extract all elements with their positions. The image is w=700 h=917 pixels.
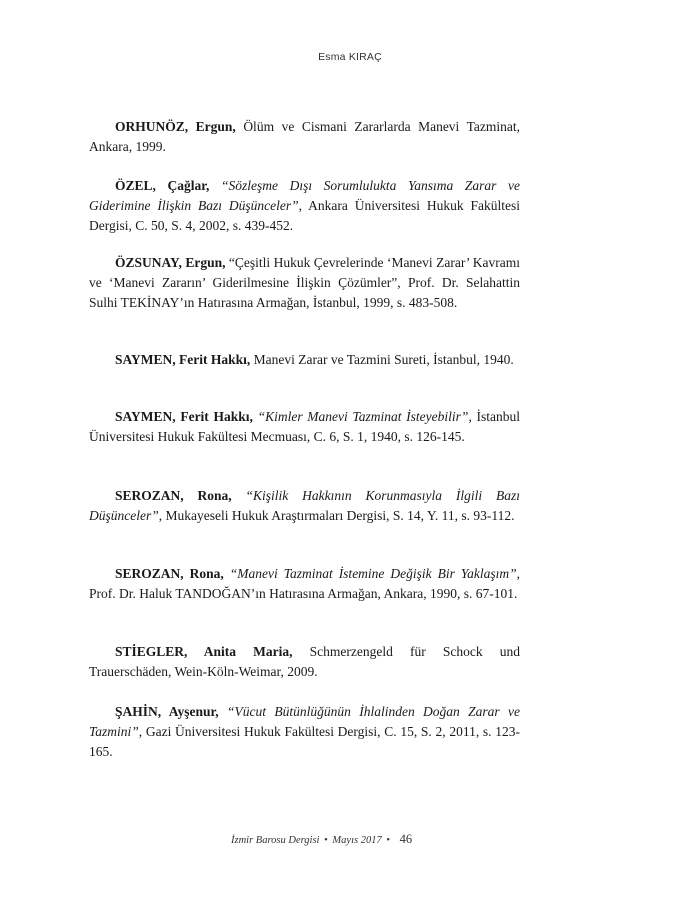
reference-entry — [89, 176, 520, 236]
footer-journal-name: İzmir Barosu Dergisi — [231, 835, 320, 846]
reference-details: Manevi Zarar ve Tazmini Sureti, İstanbul, 1940. — [250, 352, 514, 367]
reference-details: Ölüm ve Cismani Zararlarda Manevi Tazminat, Ankara, 1999. — [89, 119, 520, 154]
reference-entry — [89, 564, 520, 604]
reference-entry — [89, 642, 520, 682]
reference-details: , Ankara Üniversitesi Hukuk Fakültesi Dergisi, C. 50, S. 4, 2002, s. 439-452. — [89, 198, 520, 233]
reference-entry — [89, 253, 520, 313]
reference-author: ÖZSUNAY, Ergun, — [115, 255, 226, 270]
reference-entry — [89, 350, 520, 370]
reference-author: ORHUNÖZ, Ergun, — [115, 119, 236, 134]
reference-title: “Manevi Tazminat İstemine Değişik Bir Yaklaşım” — [223, 566, 517, 581]
running-header-author: Esma KIRAÇ — [318, 51, 382, 63]
running-footer — [231, 832, 412, 847]
reference-entry — [89, 407, 520, 447]
reference-entry — [89, 702, 520, 762]
reference-details: “Çeşitli Hukuk Çevrelerinde ‘Manevi Zarar’ Kavramı ve ‘Manevi Zararın’ Giderilmesine İlişkin Çözümler”, Prof. Dr. Selahattin Sulhi TEKİNAY’ın Hatırasına Armağan, İstanbul, 1999, s. 483-508. — [89, 255, 520, 310]
footer-issue: Mayıs 2017 — [332, 835, 382, 846]
reference-title: “Vücut Bütünlüğünün İhlalinden Doğan Zarar ve Tazmini” — [89, 704, 521, 739]
reference-author: SEROZAN, Rona, — [115, 566, 224, 581]
footer-separator: • — [386, 835, 391, 846]
reference-entry — [89, 117, 520, 157]
reference-title: “Sözleşme Dışı Sorumlulukta Yansıma Zarar ve Giderimine İlişkin Bazı Düşünceler” — [89, 178, 520, 213]
reference-title: “Kimler Manevi Tazminat İsteyebilir” — [252, 409, 469, 424]
reference-title: “Kişilik Hakkının Korunmasıyla İlgili Bazı Düşünceler” — [89, 488, 521, 523]
reference-author: ŞAHİN, Ayşenur, — [115, 704, 219, 719]
reference-entry — [89, 486, 520, 526]
reference-author: SAYMEN, Ferit Hakkı, — [115, 352, 251, 367]
reference-author: SAYMEN, Ferit Hakkı, — [115, 409, 253, 424]
reference-author: ÖZEL, Çağlar, — [115, 178, 210, 193]
page-number: 46 — [399, 832, 413, 846]
footer-separator: • — [324, 835, 328, 846]
reference-author: STİEGLER, Anita Maria, — [115, 644, 293, 659]
reference-details: , Gazi Üniversitesi Hukuk Fakültesi Dergisi, C. 15, S. 2, 2011, s. 123-165. — [89, 724, 520, 759]
reference-details: Schmerzengeld für Schock und Trauerschäden, Wein-Köln-Weimar, 2009. — [89, 644, 520, 679]
reference-details: , Prof. Dr. Haluk TANDOĞAN’ın Hatırasına Armağan, Ankara, 1990, s. 67-101. — [89, 566, 520, 601]
reference-details: , İstanbul Üniversitesi Hukuk Fakültesi Mecmuası, C. 6, S. 1, 1940, s. 126-145. — [89, 409, 520, 444]
reference-details: , Mukayeseli Hukuk Araştırmaları Dergisi, S. 14, Y. 11, s. 93-112. — [158, 508, 515, 523]
reference-author: SEROZAN, Rona, — [115, 488, 232, 503]
